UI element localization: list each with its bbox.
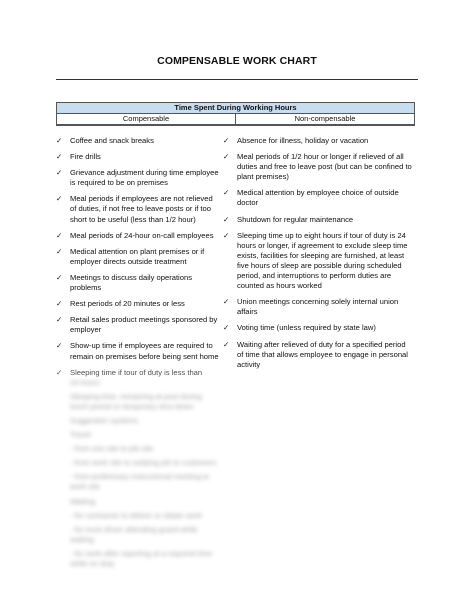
list-item: [56, 168, 219, 188]
list-item-text: Meetings to discuss daily operations problems: [70, 272, 192, 293]
list-item: [56, 299, 219, 309]
checkmark-icon: ✓: [223, 188, 230, 198]
checkmark-icon: ✓: [56, 152, 63, 162]
blurred-line: - from work site to outlying job to customers: [70, 458, 217, 468]
list-item-text: Waiting after relieved of duty for a specified period of time that allows employee to engage in personal activity: [237, 339, 408, 369]
page-title: COMPENSABLE WORK CHART: [157, 55, 317, 67]
checkmark-icon: ✓: [56, 299, 63, 309]
list-item-text: Sleeping time if tour of duty is less than: [70, 367, 203, 377]
checkmark-icon: ✓: [56, 136, 63, 145]
list-item: [223, 152, 413, 182]
list-item-text: Medical attention on plant premises or if employer directs outside treatment: [70, 246, 205, 266]
blurred-line: Travel: [70, 430, 91, 440]
list-item-text: Sleeping time up to eight hours if tour of duty is 24 hours or longer, if agreement to exclude sleep time exists, facilities for sleeping are furnished, at least five hours of sleep are possible during scheduled period, and interruptions to perform duties are counted as hours worked: [237, 230, 408, 291]
list-item: [223, 323, 413, 333]
list-item: [56, 152, 219, 162]
blurred-line: Suggestion systems: [70, 415, 138, 425]
list-item-text: Meal periods of 1/2 hour or longer if relieved of all duties and free to leave post (but can be confined to plant premises): [237, 152, 412, 182]
list-item-text: Absence for illness, holiday or vacation: [237, 136, 369, 145]
list-item: [56, 341, 219, 361]
checkmark-icon: ✓: [56, 272, 63, 282]
list-item: [56, 247, 219, 267]
blurred-line: - from one site to job site: [70, 444, 154, 454]
table-header: Time Spent During Working Hours: [57, 103, 414, 114]
list-item: [56, 136, 219, 146]
checkmark-icon: ✓: [223, 136, 230, 145]
blurred-line: - for work after reporting at a required time while on duty: [70, 548, 213, 568]
checkmark-icon: ✓: [223, 297, 230, 307]
list-item: [223, 136, 413, 146]
checkmark-icon: ✓: [56, 168, 63, 178]
list-item-text: Coffee and snack breaks: [70, 136, 154, 145]
column-header-non-compensable: Non-compensable: [294, 114, 356, 123]
checkmark-icon: ✓: [56, 194, 63, 204]
blurred-line: - for truck driver attending guard while waiting: [70, 524, 198, 544]
list-item: [223, 231, 413, 292]
checkmark-icon: ✓: [223, 214, 230, 224]
list-item-text: Shutdown for regular maintenance: [237, 214, 354, 224]
list-item-text: Rest periods of 20 minutes or less: [70, 299, 185, 309]
title-divider: [56, 79, 418, 80]
checkmark-icon: ✓: [223, 152, 230, 162]
preview-blur-overlay: [0, 368, 474, 613]
list-item-text: Show-up time if employees are required to remain on premises before being sent home: [70, 341, 219, 361]
non-compensable-list: [223, 136, 413, 376]
blurred-line: 24 hours: [70, 377, 100, 387]
table-subheader: [57, 114, 414, 125]
list-item-text: Medical attention by employee choice of outside doctor: [237, 188, 399, 208]
list-item-text: Union meetings concerning solely internal union affairs: [237, 297, 399, 317]
chart-table: [56, 102, 415, 126]
list-item: [56, 273, 219, 293]
list-item-text: Grievance adjustment during time employee is required to be on premises: [70, 168, 219, 188]
list-item-text: Meal periods if employees are not relieved of duties, if not free to leave posts or if too short to be useful (less than 1/2 hour): [70, 194, 213, 224]
checkmark-icon: ✓: [56, 230, 63, 240]
column-header-compensable: Compensable: [57, 114, 236, 124]
blurred-line: - from preliminary instructional meeting to work site: [70, 472, 210, 492]
list-item-text: Voting time (unless required by state law): [237, 323, 376, 333]
list-item-text: Fire drills: [70, 152, 101, 162]
checkmark-icon: ✓: [223, 230, 230, 240]
list-item: [56, 194, 219, 224]
checkmark-icon: ✓: [56, 341, 63, 351]
checkmark-icon: ✓: [223, 339, 230, 349]
blurred-line: Waiting: [70, 496, 96, 506]
list-item: [56, 315, 219, 335]
list-item: [223, 340, 413, 370]
list-item: [223, 188, 413, 208]
list-item-text: Retail sales product meetings sponsored by employer: [70, 315, 218, 335]
checkmark-icon: ✓: [56, 246, 63, 256]
list-item: [223, 215, 413, 225]
checkmark-icon: ✓: [56, 367, 63, 377]
list-item: [223, 297, 413, 317]
list-item-text: Meal periods of 24-hour on-call employees: [70, 230, 214, 240]
list-item: [56, 231, 219, 241]
checkmark-icon: ✓: [56, 315, 63, 325]
checkmark-icon: ✓: [223, 323, 230, 333]
blurred-line: Sleeping time, remaining at post during lunch period or temporary shut down: [70, 391, 202, 411]
blurred-line: - for contractor to deliver or obtain work: [70, 510, 203, 520]
